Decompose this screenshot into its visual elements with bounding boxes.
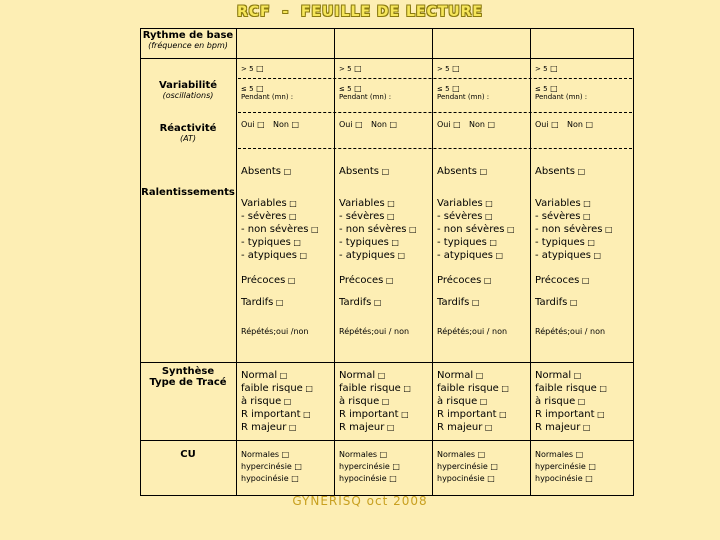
col2-decelerations-variable[interactable]: Variables □ <box>339 197 395 210</box>
col1-trace-major-risk[interactable]: R majeur □ <box>241 421 297 434</box>
col3-cu-normal[interactable]: Normales □ <box>437 450 485 460</box>
col1-cu-normal[interactable]: Normales □ <box>241 450 289 460</box>
col2-variable-severe[interactable]: - sévères □ <box>339 210 395 223</box>
col1-decelerations-variable[interactable]: Variables □ <box>241 197 297 210</box>
rythme-label: Rythme de base <box>142 30 234 41</box>
col3-decelerations-variable[interactable]: Variables □ <box>437 197 493 210</box>
col1-cu-hyperkinesia[interactable]: hypercinésie □ <box>241 462 302 472</box>
col3-variable-typical[interactable]: - typiques □ <box>437 236 497 249</box>
dashed-divider <box>238 112 632 113</box>
synthese-label: Synthèse <box>161 366 215 377</box>
col1-trace-normal[interactable]: Normal □ <box>241 369 287 382</box>
col2-reactivity-yes[interactable]: Oui □ <box>339 120 363 130</box>
row-divider <box>140 362 634 363</box>
col4-decelerations-variable[interactable]: Variables □ <box>535 197 591 210</box>
col2-trace-low-risk[interactable]: faible risque □ <box>339 382 411 395</box>
col3-trace-normal[interactable]: Normal □ <box>437 369 483 382</box>
col3-variability-below-5[interactable]: ≤ 5 □ <box>437 84 460 94</box>
col1-decelerations-early[interactable]: Précoces □ <box>241 274 295 287</box>
col1-reactivity-no[interactable]: Non □ <box>273 120 299 130</box>
col3-variability-duration[interactable]: Pendant (mn) : <box>437 93 490 101</box>
col3-decelerations-early[interactable]: Précoces □ <box>437 274 491 287</box>
col3-trace-high-risk[interactable]: R important □ <box>437 408 507 421</box>
col2-trace-normal[interactable]: Normal □ <box>339 369 385 382</box>
col4-variable-atypical[interactable]: - atypiques □ <box>535 249 601 262</box>
col2-variable-non-severe[interactable]: - non sévères □ <box>339 223 417 236</box>
column-divider <box>236 28 237 496</box>
col2-variability-below-5[interactable]: ≤ 5 □ <box>339 84 362 94</box>
label-rythme <box>140 30 236 50</box>
col4-reactivity-no[interactable]: Non □ <box>567 120 593 130</box>
col4-trace-low-risk[interactable]: faible risque □ <box>535 382 607 395</box>
type-trace-label: Type de Tracé <box>149 377 227 388</box>
col4-variability-above-5[interactable]: > 5 □ <box>535 64 558 74</box>
col4-reactivity-yes[interactable]: Oui □ <box>535 120 559 130</box>
col2-cu-hyperkinesia[interactable]: hypercinésie □ <box>339 462 400 472</box>
col3-variability-above-5[interactable]: > 5 □ <box>437 64 460 74</box>
col2-trace-high-risk[interactable]: R important □ <box>339 408 409 421</box>
col4-decelerations-late[interactable]: Tardifs □ <box>535 296 577 309</box>
col3-decelerations-absent[interactable]: Absents □ <box>437 165 487 178</box>
col2-trace-at-risk[interactable]: à risque □ <box>339 395 389 408</box>
label-cu <box>140 449 236 460</box>
col3-variable-severe[interactable]: - sévères □ <box>437 210 493 223</box>
col3-variable-non-severe[interactable]: - non sévères □ <box>437 223 515 236</box>
col2-trace-major-risk[interactable]: R majeur □ <box>339 421 395 434</box>
col2-variable-atypical[interactable]: - atypiques □ <box>339 249 405 262</box>
col3-cu-hyperkinesia[interactable]: hypercinésie □ <box>437 462 498 472</box>
col2-decelerations-early[interactable]: Précoces □ <box>339 274 393 287</box>
col1-variable-typical[interactable]: - typiques □ <box>241 236 301 249</box>
col3-reactivity-no[interactable]: Non □ <box>469 120 495 130</box>
col3-decelerations-repeated[interactable]: Répétés;oui / non <box>437 327 508 336</box>
col1-reactivity-yes[interactable]: Oui □ <box>241 120 265 130</box>
col2-decelerations-absent[interactable]: Absents □ <box>339 165 389 178</box>
col2-cu-normal[interactable]: Normales □ <box>339 450 387 460</box>
footer-credit: GYNERISQ oct 2008 <box>292 494 428 508</box>
col1-variability-duration[interactable]: Pendant (mn) : <box>241 93 294 101</box>
col4-trace-at-risk[interactable]: à risque □ <box>535 395 585 408</box>
col3-cu-hypokinesia[interactable]: hypocinésie □ <box>437 474 495 484</box>
col1-decelerations-late[interactable]: Tardifs □ <box>241 296 283 309</box>
row-divider <box>140 440 634 441</box>
variabilite-label: Variabilité <box>158 80 218 91</box>
col1-variable-severe[interactable]: - sévères □ <box>241 210 297 223</box>
col4-cu-hypokinesia[interactable]: hypocinésie □ <box>535 474 593 484</box>
col1-decelerations-absent[interactable]: Absents □ <box>241 165 291 178</box>
ralentissements-label: Ralentissements <box>141 187 235 198</box>
reactivite-sublabel: (AT) <box>179 134 197 143</box>
column-divider <box>530 28 531 496</box>
col1-trace-at-risk[interactable]: à risque □ <box>241 395 291 408</box>
col4-variability-below-5[interactable]: ≤ 5 □ <box>535 84 558 94</box>
col4-trace-high-risk[interactable]: R important □ <box>535 408 605 421</box>
col4-trace-major-risk[interactable]: R majeur □ <box>535 421 591 434</box>
col2-variability-above-5[interactable]: > 5 □ <box>339 64 362 74</box>
col4-decelerations-early[interactable]: Précoces □ <box>535 274 589 287</box>
col3-trace-major-risk[interactable]: R majeur □ <box>437 421 493 434</box>
label-ralentissements <box>140 187 236 198</box>
col1-decelerations-repeated[interactable]: Répétés;oui /non <box>241 327 309 336</box>
column-divider <box>432 28 433 496</box>
row-divider <box>140 58 634 59</box>
col1-variable-non-severe[interactable]: - non sévères □ <box>241 223 319 236</box>
cu-label: CU <box>180 449 196 460</box>
label-reactivite <box>140 123 236 143</box>
col4-decelerations-repeated[interactable]: Répétés;oui / non <box>535 327 606 336</box>
col2-variable-typical[interactable]: - typiques □ <box>339 236 399 249</box>
col2-decelerations-repeated[interactable]: Répétés;oui / non <box>339 327 410 336</box>
col2-cu-hypokinesia[interactable]: hypocinésie □ <box>339 474 397 484</box>
col4-cu-hyperkinesia[interactable]: hypercinésie □ <box>535 462 596 472</box>
col4-trace-normal[interactable]: Normal □ <box>535 369 581 382</box>
col4-variable-non-severe[interactable]: - non sévères □ <box>535 223 613 236</box>
col2-variability-duration[interactable]: Pendant (mn) : <box>339 93 392 101</box>
variabilite-sublabel: (oscillations) <box>162 91 214 100</box>
dashed-divider <box>238 78 632 79</box>
col4-cu-normal[interactable]: Normales □ <box>535 450 583 460</box>
page-title: RCF - FEUILLE DE LECTURE <box>237 4 483 20</box>
col3-decelerations-late[interactable]: Tardifs □ <box>437 296 479 309</box>
col4-variable-severe[interactable]: - sévères □ <box>535 210 591 223</box>
col3-reactivity-yes[interactable]: Oui □ <box>437 120 461 130</box>
col1-variability-above-5[interactable]: > 5 □ <box>241 64 264 74</box>
col3-variable-atypical[interactable]: - atypiques □ <box>437 249 503 262</box>
col4-decelerations-absent[interactable]: Absents □ <box>535 165 585 178</box>
reactivite-label: Réactivité <box>159 123 217 134</box>
col3-trace-low-risk[interactable]: faible risque □ <box>437 382 509 395</box>
col2-decelerations-late[interactable]: Tardifs □ <box>339 296 381 309</box>
col3-trace-at-risk[interactable]: à risque □ <box>437 395 487 408</box>
col4-variable-typical[interactable]: - typiques □ <box>535 236 595 249</box>
col1-trace-high-risk[interactable]: R important □ <box>241 408 311 421</box>
col1-variable-atypical[interactable]: - atypiques □ <box>241 249 307 262</box>
col4-variability-duration[interactable]: Pendant (mn) : <box>535 93 588 101</box>
label-variabilite <box>140 80 236 100</box>
rythme-sublabel: (fréquence en bpm) <box>148 41 228 50</box>
col1-cu-hypokinesia[interactable]: hypocinésie □ <box>241 474 299 484</box>
column-divider <box>334 28 335 496</box>
label-synthese <box>140 366 236 388</box>
col1-trace-low-risk[interactable]: faible risque □ <box>241 382 313 395</box>
dashed-divider <box>238 148 632 149</box>
col1-variability-below-5[interactable]: ≤ 5 □ <box>241 84 264 94</box>
col2-reactivity-no[interactable]: Non □ <box>371 120 397 130</box>
